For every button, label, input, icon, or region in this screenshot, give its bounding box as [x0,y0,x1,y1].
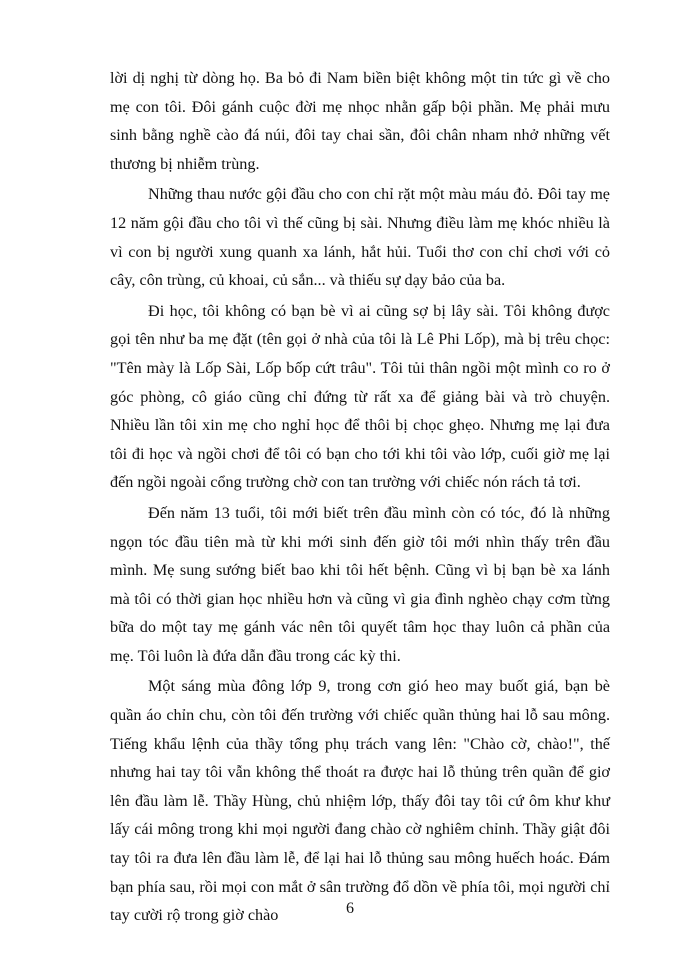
paragraph-4: Đến năm 13 tuổi, tôi mới biết trên đầu mình còn có tóc, đó là những ngọn tóc đầu tiên mà từ khi mới sinh đến giờ tôi mới nhìn thấy trên đầu mình. Mẹ sung sướng biết bao khi tôi hết bệnh. Cũng vì bị bạn bè xa lánh mà tôi có thời gian học nhiều hơn và cũng vì gia đình nghèo chạy cơm từng bữa do một tay mẹ gánh vác nên tôi quyết tâm học thay luôn cả phần của mẹ. Tôi luôn là đứa dẫn đầu trong các kỳ thi. [110,503,610,665]
document-page [110,64,610,930]
paragraph-5: Một sáng mùa đông lớp 9, trong cơn gió heo may buốt giá, bạn bè quần áo chỉn chu, còn tôi đến trường với chiếc quần thủng hai lỗ sau mông. Tiếng khẩu lệnh của thầy tổng phụ trách vang lên: "Chào cờ, chào!", thế nhưng hai tay tôi vẫn không thể thoát ra được hai lỗ thủng trên quần để giơ lên đầu làm lễ. Thầy Hùng, chủ nhiệm lớp, thấy đôi tay tôi cứ ôm khư khư lấy cái mông trong khi mọi người đang chào cờ nghiêm chỉnh. Thầy giật đôi tay tôi ra đưa lên đầu làm lễ, để lại hai lỗ thủng sau mông huếch hoác. Đám bạn phía sau, rồi mọi con mắt ở sân trường đổ dồn về phía tôi, mọi người chỉ tay cười rộ trong giờ chào [110,677,610,925]
page-number: 6 [346,900,354,917]
paragraph-1: lời dị nghị từ dòng họ. Ba bỏ đi Nam biền biệt không một tin tức gì về cho mẹ con tôi. Đôi gánh cuộc đời mẹ nhọc nhằn gấp bội phần. Mẹ phải mưu sinh bằng nghề cào đá núi, đôi tay chai sần, đôi chân nham nhở những vết thương bị nhiễm trùng. [110,69,610,173]
paragraph-3: Đi học, tôi không có bạn bè vì ai cũng sợ bị lây sài. Tôi không được gọi tên như ba mẹ đặt (tên gọi ở nhà của tôi là Lê Phi Lốp), mà bị trêu chọc: "Tên mày là Lốp Sài, Lốp bốp cứt trâu". Tôi tủi thân ngồi một mình co ro ở góc phòng, cô giáo cũng chỉ đứng từ rất xa để giảng bài và trò chuyện. Nhiều lần tôi xin mẹ cho nghỉ học để thôi bị chọc ghẹo. Nhưng mẹ lại đưa tôi đi học và ngồi chơi để tôi có bạn cho tới khi tôi vào lớp, cuối giờ mẹ lại đến ngồi ngoài cổng trường chờ con tan trường với chiếc nón rách tả tơi. [110,301,610,492]
paragraph-2: Những thau nước gội đầu cho con chỉ rặt một màu máu đỏ. Đôi tay mẹ 12 năm gội đầu cho tôi vì thế cũng bị sài. Nhưng điều làm mẹ khóc nhiều là vì con bị người xung quanh xa lánh, hắt hủi. Tuổi thơ con chỉ chơi với cỏ cây, côn trùng, củ khoai, củ sắn... và thiếu sự dạy bảo của ba. [110,185,610,290]
